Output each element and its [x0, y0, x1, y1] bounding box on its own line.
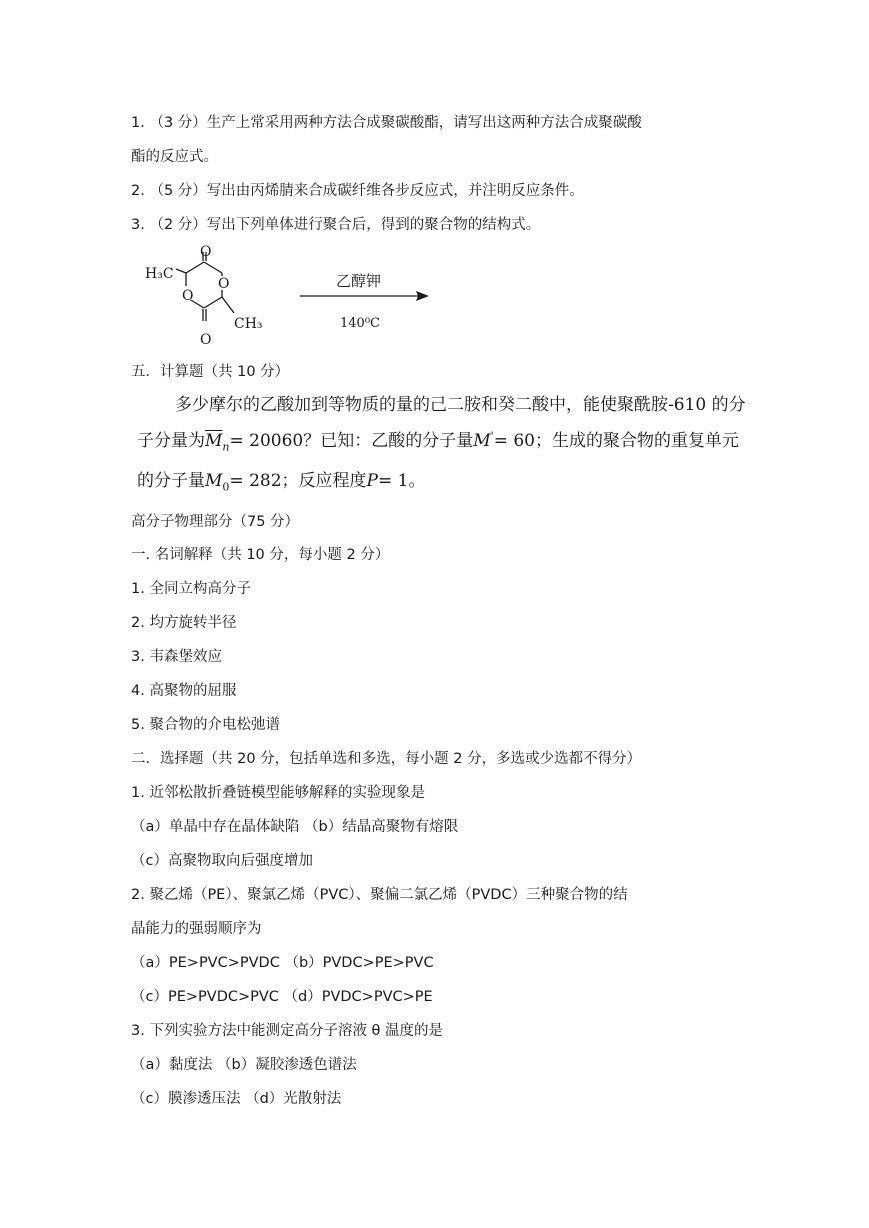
calc-heading: 五．计算题（共 10 分） [131, 364, 290, 380]
carbonyl-oxygen-bottom: O [200, 332, 212, 348]
reaction-reagent: 乙醇钾 [336, 272, 382, 290]
choice-line-6: （a）PE>PVC>PVDC （b）PVDC>PE>PVC [131, 955, 434, 971]
choice-line-4: 2. 聚乙烯（PE）、聚氯乙烯（PVC）、聚偏二氯乙烯（PVDC）三种聚合物的结 [131, 887, 628, 903]
term-item-2: 2. 均方旋转半径 [131, 615, 237, 631]
calc-line3-end: 。 [408, 471, 426, 491]
q1-line2: 酯的反应式。 [131, 149, 218, 165]
m0-symbol: M [205, 471, 223, 491]
term-item-4: 4. 高聚物的屈服 [131, 683, 237, 699]
choice-line-1: 1. 近邻松散折叠链模型能够解释的实验现象是 [131, 785, 425, 801]
q2-line: 2. （5 分）写出由丙烯腈来合成碳纤维各步反应式，并注明反应条件。 [131, 183, 584, 199]
choice-line-3: （c）高聚物取向后强度增加 [131, 853, 313, 869]
section1-heading: 一. 名词解释（共 10 分，每小题 2 分） [131, 547, 390, 563]
q3-line: 3. （2 分）写出下列单体进行聚合后，得到的聚合物的结构式。 [131, 217, 541, 233]
mn-value: = 20060 [229, 431, 304, 451]
m-prime-value: = 60 [493, 431, 535, 451]
term-item-3: 3. 韦森堡效应 [131, 649, 222, 665]
m-prime-superscript: ' [490, 429, 494, 443]
p-symbol: P [366, 471, 378, 491]
mn-symbol: $\overline{M}$ [205, 431, 223, 451]
m0-subscript: 0 [222, 480, 230, 494]
methyl-group-top: H₃C [145, 266, 174, 282]
reaction-condition: 140⁰C [340, 316, 380, 331]
term-item-1: 1. 全同立构高分子 [131, 581, 251, 597]
calc-line2-suffix: ；生成的聚合物的重复单元 [534, 431, 739, 451]
term-item-5: 5. 聚合物的介电松弛谱 [131, 717, 280, 733]
lactide-reaction-diagram [140, 243, 440, 353]
calc-line3-mid: ；反应程度 [281, 471, 367, 491]
choice-line-7: （c）PE>PVDC>PVC （d）PVDC>PVC>PE [131, 989, 433, 1005]
calc-line1: 多少摩尔的乙酸加到等物质的量的己二胺和癸二酸中，能使聚酰胺-610 的分 [175, 395, 746, 415]
calc-line2-mid: ？已知：乙酸的分子量 [303, 431, 474, 451]
methyl-group-bottom: CH₃ [234, 316, 263, 332]
ring-oxygen-left: O [182, 288, 194, 304]
choice-line-5: 晶能力的强弱顺序为 [131, 921, 262, 937]
mn-subscript: n [222, 440, 230, 454]
choice-line-2: （a）单晶中存在晶体缺陷 （b）结晶高聚物有熔限 [131, 819, 459, 835]
mn-expression [205, 431, 230, 454]
m0-value: = 282 [229, 471, 282, 491]
ring-oxygen-right: O [218, 276, 230, 292]
section2-heading: 二．选择题（共 20 分，包括单选和多选，每小题 2 分，多选或少选都不得分） [131, 751, 642, 767]
choice-line-10: （c）膜渗透压法 （d）光散射法 [131, 1091, 342, 1107]
m-prime-symbol: M [473, 431, 491, 451]
q1-line1: 1. （3 分）生产上常采用两种方法合成聚碳酸酯，请写出这两种方法合成聚碳酸 [131, 115, 642, 131]
p-value: = 1 [377, 471, 409, 491]
choice-line-9: （a）黏度法 （b）凝胶渗透色谱法 [131, 1057, 357, 1073]
calc-line3 [137, 466, 425, 493]
choice-line-8: 3. 下列实验方法中能测定高分子溶液 θ 温度的是 [131, 1023, 444, 1039]
calc-line2 [137, 426, 739, 453]
carbonyl-oxygen-top: O [200, 244, 212, 260]
physics-heading: 高分子物理部分（75 分） [131, 514, 300, 530]
calc-line3-prefix: 的分子量 [137, 471, 205, 491]
calc-line2-prefix: 子分量为 [137, 431, 205, 451]
